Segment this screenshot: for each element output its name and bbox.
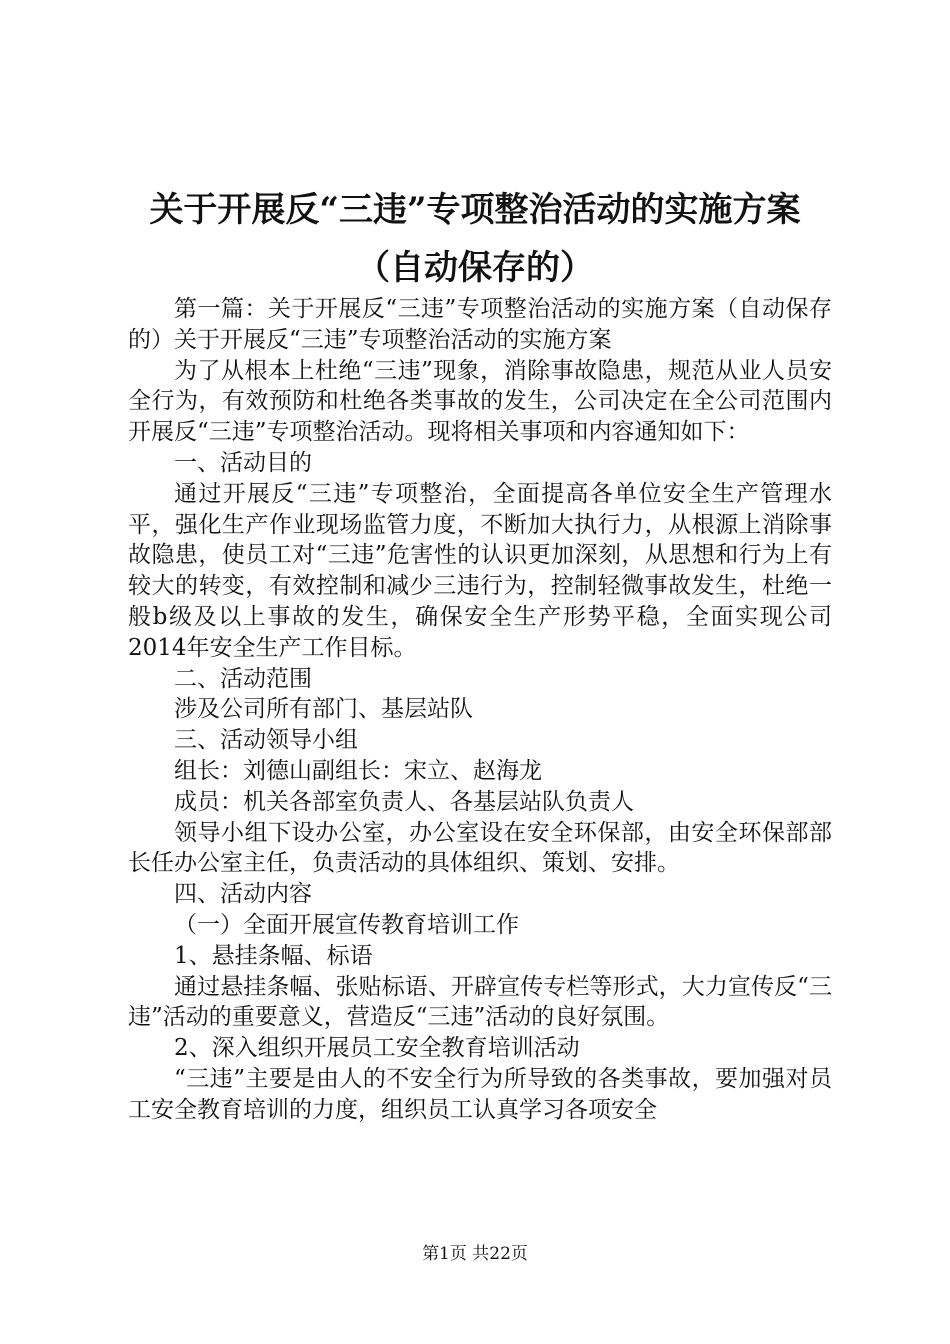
subsection-heading-training: （一）全面开展宣传教育培训工作 <box>174 911 519 938</box>
document-body <box>128 294 832 1126</box>
page-number-footer: 第1页 共22页 <box>422 1244 528 1264</box>
section-heading-leadership: 三、活动领导小组 <box>174 727 358 754</box>
paragraph-purpose-statement: 为了从根本上杜绝“三违”现象，消除事故隐患，规范从业人员安全行为，有效预防和杜绝各类事故的发生，公司决定在全公司范围内开展反“三违”专项整治活动。现将相关事项和内容通知如下： <box>128 357 832 446</box>
document-title: 关于开展反“三违”专项整治活动的实施方案 <box>149 190 801 230</box>
paragraph-members: 成员：机关各部室负责人、各基层站队负责人 <box>174 788 634 815</box>
paragraph-intro: 第一篇：关于开展反“三违”专项整治活动的实施方案（自动保存的）关于开展反“三违”专项整治活动的实施方案 <box>128 296 832 353</box>
section-heading-objective: 一、活动目的 <box>174 449 312 476</box>
paragraph-leaders: 组长：刘德山副组长：宋立、赵海龙 <box>174 757 542 784</box>
section-heading-content: 四、活动内容 <box>174 881 312 908</box>
paragraph-objective: 通过开展反“三违”专项整治，全面提高各单位安全生产管理水平，强化生产作业现场监管力度，不断加大执行力，从根源上消除事故隐患，使员工对“三违”危害性的认识更加深刻，从思想和行为上有较大的转变，有效控制和减少三违行为，控制轻微事故发生，杜绝一般b级及以上事故的发生，确保安全生产形势平稳，全面实现公司2014年安全生产工作目标。 <box>128 480 832 661</box>
paragraph-education: “三违”主要是由人的不安全行为所导致的各类事故，要加强对员工安全教育培训的力度，组织员工认真学习各项安全 <box>128 1065 832 1123</box>
paragraph-scope: 涉及公司所有部门、基层站队 <box>174 696 473 723</box>
item-heading-banners: 1、悬挂条幅、标语 <box>174 942 373 969</box>
document-subtitle: （自动保存的） <box>356 248 594 288</box>
paragraph-office: 领导小组下设办公室，办公室设在安全环保部，由安全环保部部长任办公室主任，负责活动的具体组织、策划、安排。 <box>128 819 832 877</box>
paragraph-banners: 通过悬挂条幅、张贴标语、开辟宣传专栏等形式，大力宣传反“三违”活动的重要意义，营造反“三违”活动的良好氛围。 <box>128 973 832 1031</box>
item-heading-education: 2、深入组织开展员工安全教育培训活动 <box>174 1035 580 1062</box>
section-heading-scope: 二、活动范围 <box>174 665 312 692</box>
